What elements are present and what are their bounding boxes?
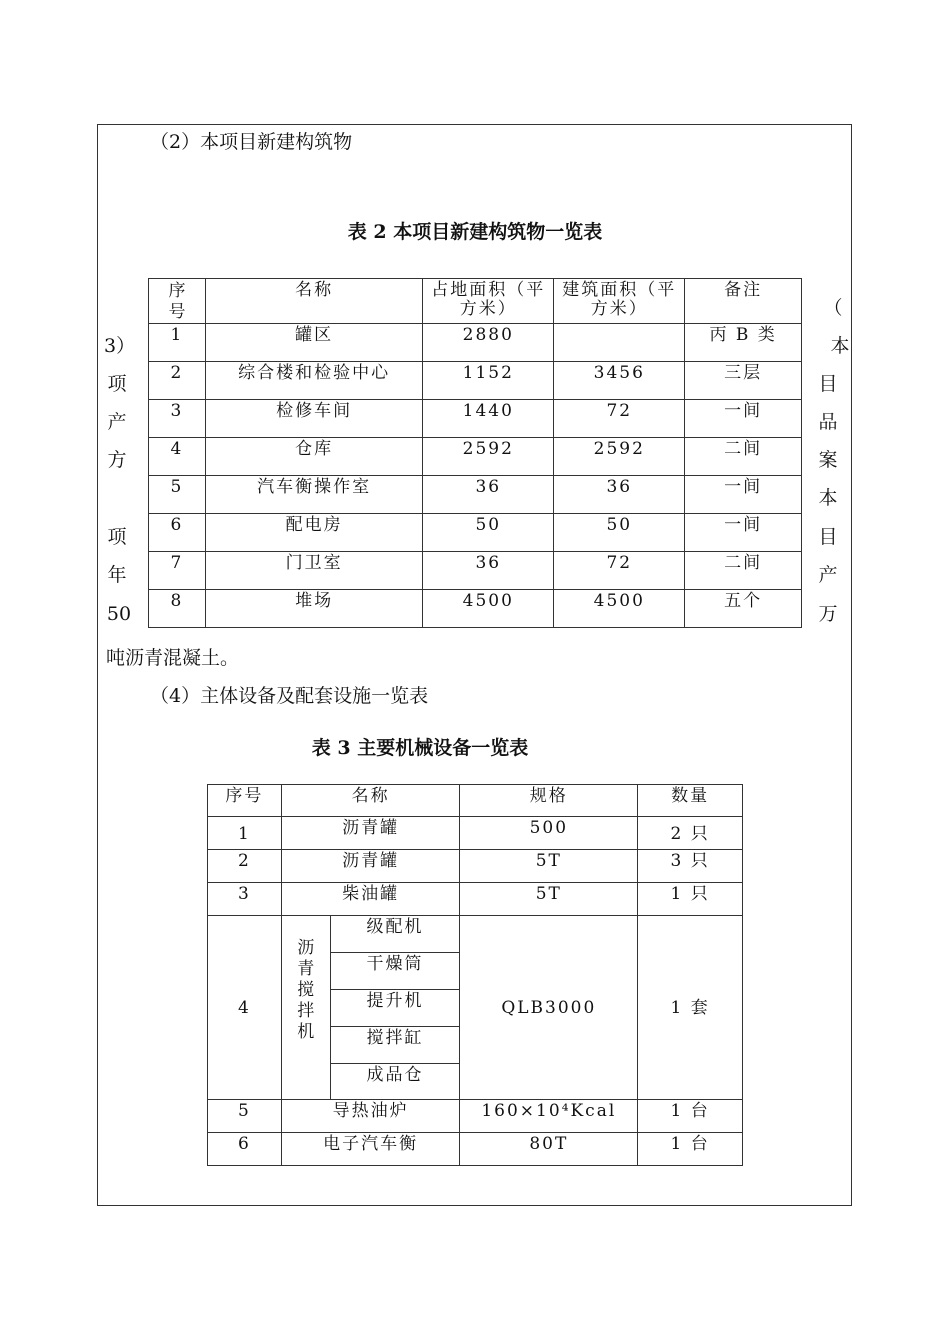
cell-part: 搅拌缸 — [330, 1027, 460, 1064]
cell-name: 电子汽车衡 — [281, 1133, 460, 1166]
table3-header-row — [208, 785, 743, 817]
table2-caption: 表 2 本项目新建构筑物一览表 — [347, 221, 603, 243]
table2 — [148, 278, 802, 628]
table-row — [208, 1133, 743, 1166]
cell-part: 成品仓 — [330, 1064, 460, 1100]
cell-no: 4 — [208, 916, 282, 1100]
cell-remark: 一间 — [685, 514, 802, 552]
table-row — [208, 850, 743, 883]
left-margin-char: 产 — [107, 411, 127, 433]
table-row — [149, 476, 802, 514]
cell-spec: 160×10⁴Kcal — [460, 1100, 638, 1133]
left-margin-char: 年 — [107, 564, 127, 586]
cell-land-area: 50 — [423, 514, 554, 552]
table-row — [149, 514, 802, 552]
cell-no: 6 — [149, 514, 206, 552]
cell-name: 仓库 — [205, 438, 422, 476]
header-no: 序号 — [208, 785, 282, 817]
cell-land-area: 36 — [423, 476, 554, 514]
cell-spec: 80T — [460, 1133, 638, 1166]
table-row — [208, 883, 743, 916]
left-margin-char: 项 — [107, 526, 127, 548]
right-margin-char: （ — [823, 297, 843, 319]
section2-heading: （2）本项目新建构筑物 — [150, 131, 353, 153]
cell-no: 5 — [208, 1100, 282, 1133]
table-row — [208, 817, 743, 850]
header-spec: 规格 — [460, 785, 638, 817]
table3 — [207, 784, 743, 1166]
cell-floor-area: 2592 — [554, 438, 685, 476]
cell-name: 沥青罐 — [281, 817, 460, 850]
table3-caption: 表 3 主要机械设备一览表 — [311, 737, 529, 759]
header-no: 序号 — [149, 279, 206, 324]
cell-floor-area: 72 — [554, 400, 685, 438]
right-margin-char: 产 — [818, 564, 838, 586]
cell-floor-area: 50 — [554, 514, 685, 552]
cell-floor-area: 4500 — [554, 590, 685, 628]
cell-land-area: 1440 — [423, 400, 554, 438]
table-row — [208, 1100, 743, 1133]
header-name: 名称 — [281, 785, 460, 817]
cell-remark: 五个 — [685, 590, 802, 628]
cell-no: 3 — [208, 883, 282, 916]
cell-name: 堆场 — [205, 590, 422, 628]
continuation-text: 吨沥青混凝土。 — [106, 647, 240, 669]
cell-name: 沥青罐 — [281, 850, 460, 883]
left-margin-char: 50 — [106, 603, 132, 625]
cell-land-area: 1152 — [423, 362, 554, 400]
cell-group-name: 沥青搅拌机 — [281, 916, 330, 1100]
table-row — [149, 400, 802, 438]
right-margin-char: 案 — [818, 449, 838, 471]
cell-land-area: 36 — [423, 552, 554, 590]
cell-qty: 1 台 — [638, 1100, 743, 1133]
cell-name: 柴油罐 — [281, 883, 460, 916]
cell-no: 3 — [149, 400, 206, 438]
table-row — [149, 438, 802, 476]
cell-part: 提升机 — [330, 990, 460, 1027]
right-margin-char: 目 — [818, 526, 838, 548]
cell-floor-area: 36 — [554, 476, 685, 514]
cell-land-area: 2880 — [423, 324, 554, 362]
cell-remark: 二间 — [685, 552, 802, 590]
cell-no: 6 — [208, 1133, 282, 1166]
cell-remark: 一间 — [685, 400, 802, 438]
cell-qty: 2 只 — [638, 817, 743, 850]
table-row — [149, 590, 802, 628]
left-margin-char: 项 — [107, 373, 127, 395]
cell-qty: 3 只 — [638, 850, 743, 883]
table-row — [208, 916, 743, 953]
cell-no: 2 — [208, 850, 282, 883]
cell-remark: 丙 B 类 — [685, 324, 802, 362]
cell-qty: 1 套 — [638, 916, 743, 1100]
cell-qty: 1 只 — [638, 883, 743, 916]
cell-remark: 二间 — [685, 438, 802, 476]
right-margin-char: 万 — [818, 603, 838, 625]
right-margin-char: 本 — [830, 335, 850, 357]
cell-remark: 三层 — [685, 362, 802, 400]
header-floor-area: 建筑面积（平方米） — [554, 279, 685, 324]
cell-no: 4 — [149, 438, 206, 476]
table-row — [149, 362, 802, 400]
cell-spec: 5T — [460, 850, 638, 883]
cell-no: 8 — [149, 590, 206, 628]
cell-floor-area: 3456 — [554, 362, 685, 400]
cell-spec: 5T — [460, 883, 638, 916]
cell-spec: QLB3000 — [460, 916, 638, 1100]
header-land-area: 占地面积（平方米） — [423, 279, 554, 324]
table-row — [149, 552, 802, 590]
cell-no: 5 — [149, 476, 206, 514]
right-margin-char: 目 — [818, 373, 838, 395]
left-margin-char: 3） — [104, 335, 136, 357]
cell-floor-area — [554, 324, 685, 362]
table2-header-row — [149, 279, 802, 324]
cell-spec: 500 — [460, 817, 638, 850]
cell-floor-area: 72 — [554, 552, 685, 590]
header-name: 名称 — [205, 279, 422, 324]
cell-no: 2 — [149, 362, 206, 400]
table-row — [149, 324, 802, 362]
cell-no: 1 — [208, 817, 282, 850]
cell-name: 导热油炉 — [281, 1100, 460, 1133]
header-remark: 备注 — [685, 279, 802, 324]
cell-name: 配电房 — [205, 514, 422, 552]
cell-part: 级配机 — [330, 916, 460, 953]
header-qty: 数量 — [638, 785, 743, 817]
cell-no: 1 — [149, 324, 206, 362]
cell-remark: 一间 — [685, 476, 802, 514]
section4-heading: （4）主体设备及配套设施一览表 — [150, 685, 429, 707]
cell-no: 7 — [149, 552, 206, 590]
cell-name: 汽车衡操作室 — [205, 476, 422, 514]
cell-part: 干燥筒 — [330, 953, 460, 990]
cell-land-area: 2592 — [423, 438, 554, 476]
cell-qty: 1 台 — [638, 1133, 743, 1166]
cell-name: 门卫室 — [205, 552, 422, 590]
right-margin-char: 品 — [818, 411, 838, 433]
cell-name: 罐区 — [205, 324, 422, 362]
cell-land-area: 4500 — [423, 590, 554, 628]
cell-name: 检修车间 — [205, 400, 422, 438]
right-margin-char: 本 — [818, 487, 838, 509]
cell-name: 综合楼和检验中心 — [205, 362, 422, 400]
left-margin-char: 方 — [107, 449, 127, 471]
